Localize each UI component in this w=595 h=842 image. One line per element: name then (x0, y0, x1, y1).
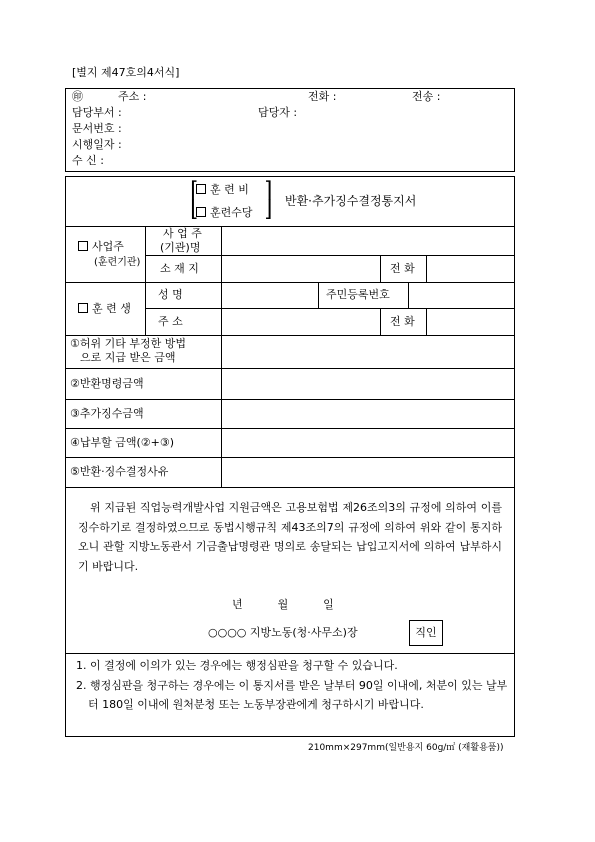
title-option-training-allowance: 훈련수당 (196, 206, 253, 220)
notes-block (76, 656, 508, 715)
title-bracket-left-bottom: ⌊ (190, 197, 199, 222)
row-fraud-amount-label-2: 으로 지급 받은 금액 (80, 351, 176, 364)
title-option-training-cost: 훈 련 비 (196, 183, 249, 197)
form-title: 반환·추가징수결정통지서 (285, 194, 417, 208)
issuer-name: ○○○○ 지방노동(청·사무소)장 (208, 626, 358, 639)
document-number-label: 문서번호 : (72, 122, 122, 135)
row-decision-reason-label: ⑤반환·징수결정사유 (70, 465, 169, 478)
employer-name-label-1: 사 업 주 (163, 227, 202, 240)
employer-label: 사업주 (78, 240, 124, 254)
note-item: 1. 이 결정에 이의가 있는 경우에는 행정심판을 청구할 수 있습니다. (76, 659, 398, 672)
date-line: 년 월 일 (232, 598, 334, 611)
employer-checkbox[interactable] (78, 241, 88, 251)
notice-paragraph: 위 지급된 직업능력개발사업 지원금액은 고용보험법 제26조의3의 규정에 의하여 이를 징수하기로 결정하였으므로 동법시행규칙 제43조의7의 규정에 의하여 위와 같이 통지하오니 관할 지방노동관서 기금출납명령관 명의로 송달되는 납입고지서에 의하여 납부하시기 바랍니다. (78, 501, 502, 573)
recipient-label: 수 신 : (72, 154, 104, 167)
trainee-phone-label: 전 화 (390, 315, 415, 328)
phone-label: 전화 : (308, 90, 337, 103)
trainee-checkbox[interactable] (78, 303, 88, 313)
title-bracket-right-bottom: ⌋ (264, 197, 273, 222)
row-additional-collection-label: ③추가징수금액 (70, 407, 144, 420)
training-cost-checkbox[interactable] (196, 184, 206, 194)
address-label: 주소 : (118, 90, 147, 103)
paper-spec-footer: 210mm×297mm(일반용지 60g/㎡ (재활용품)) (308, 743, 504, 753)
title-bracket-left: ⌈ (190, 178, 199, 203)
trainee-label: 훈 련 생 (78, 302, 131, 316)
training-allowance-checkbox[interactable] (196, 207, 206, 217)
official-seal-box: 직인 (409, 620, 443, 646)
employer-location-label: 소 재 지 (160, 262, 199, 275)
staff-label: 담당자 : (258, 106, 298, 119)
title-bracket-right: ⌉ (264, 178, 273, 203)
issue-date-label: 시행일자 : (72, 138, 122, 151)
row-fraud-amount-label-1: ①허위 기타 부정한 방법 (70, 337, 186, 350)
row-payable-amount-label: ④납부할 금액(②+③) (70, 436, 175, 449)
note-item: 2. 행정심판을 청구하는 경우에는 이 통지서를 받은 날부터 90일 이내에, 처분이 있는 날부터 180일 이내에 원처분청 또는 노동부장관에게 청구하시기 바랍니다. (76, 678, 508, 711)
seal-mark: ㊞ (72, 90, 83, 103)
trainee-rrn-label: 주민등록번호 (326, 288, 390, 301)
trainee-name-label: 성 명 (158, 288, 183, 301)
trainee-address-label: 주 소 (158, 315, 183, 328)
employer-phone-label: 전 화 (390, 262, 415, 275)
employer-sub-label: (훈련기관) (94, 257, 141, 268)
row-return-order-label: ②반환명령금액 (70, 377, 144, 390)
employer-name-label-2: (기관)명 (160, 241, 201, 254)
department-label: 담당부서 : (72, 106, 122, 119)
fax-label: 전송 : (412, 90, 441, 103)
form-number: [별지 제47호의4서식] (72, 66, 180, 79)
